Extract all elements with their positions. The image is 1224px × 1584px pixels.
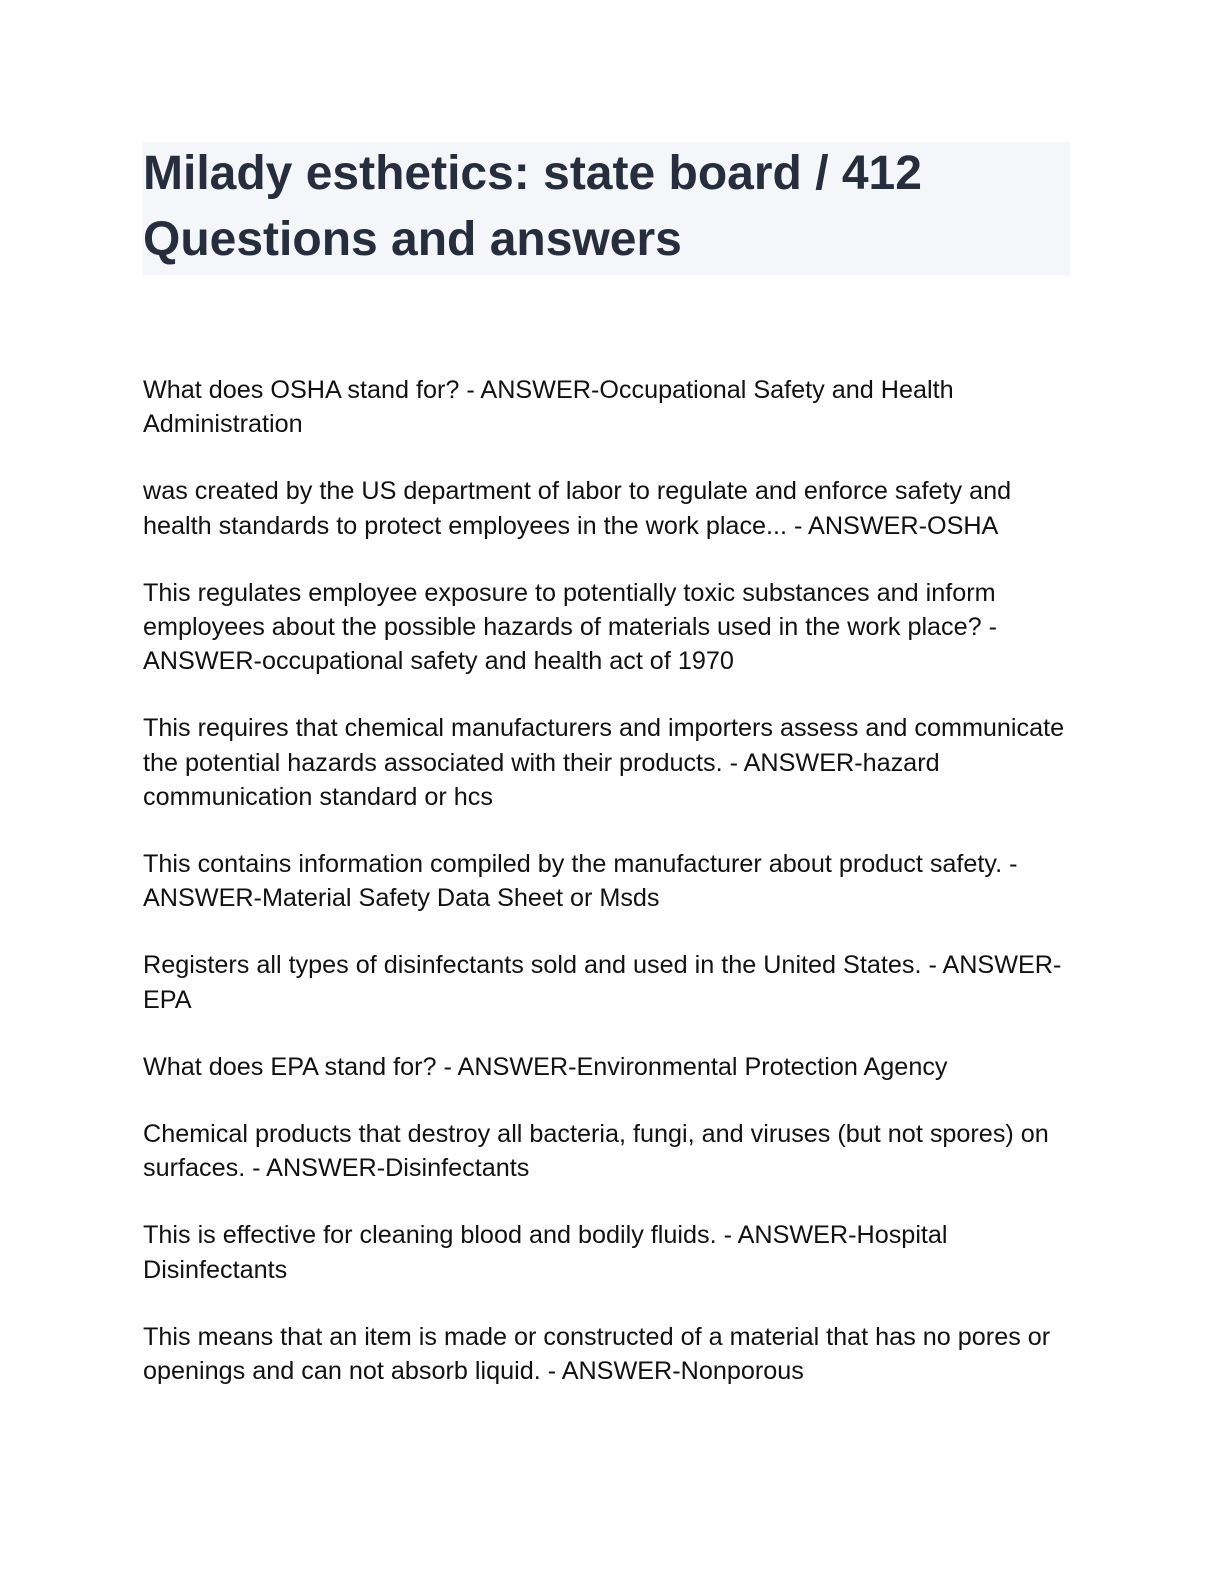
qa-item: What does EPA stand for? - ANSWER-Environmental Protection Agency xyxy=(143,1052,948,1081)
qa-item: This is effective for cleaning blood and bodily fluids. - ANSWER-Hospital Disinfectants xyxy=(143,1221,948,1284)
qa-item: was created by the US department of labor to regulate and enforce safety and health standards to protect employees in the work place... - ANSWER-OSHA xyxy=(143,477,1012,540)
qa-item: This regulates employee exposure to potentially toxic substances and inform employees about the possible hazards of materials used in the work place? - ANSWER-occupational safety and health act of 1970 xyxy=(143,578,998,676)
qa-item: Registers all types of disinfectants sold and used in the United States. - ANSWER-EPA xyxy=(143,951,1062,1014)
title-banner xyxy=(143,142,1070,275)
qa-item: What does OSHA stand for? - ANSWER-Occupational Safety and Health Administration xyxy=(143,376,954,439)
question-answer-list xyxy=(143,373,1078,1421)
qa-item: This means that an item is made or constructed of a material that has no pores or openings and can not absorb liquid. - ANSWER-Nonporous xyxy=(143,1322,1051,1386)
qa-item: Chemical products that destroy all bacteria, fungi, and viruses (but not spores) on surfaces. - ANSWER-Disinfectants xyxy=(143,1120,1049,1183)
page-title: Milady esthetics: state board / 412 Questions and answers xyxy=(143,147,922,266)
qa-item: This requires that chemical manufacturers and importers assess and communicate the potential hazards associated with their products. - ANSWER-hazard communication standard or hcs xyxy=(143,714,1065,811)
qa-item: This contains information compiled by the manufacturer about product safety. - ANSWER-Material Safety Data Sheet or Msds xyxy=(143,850,1018,913)
